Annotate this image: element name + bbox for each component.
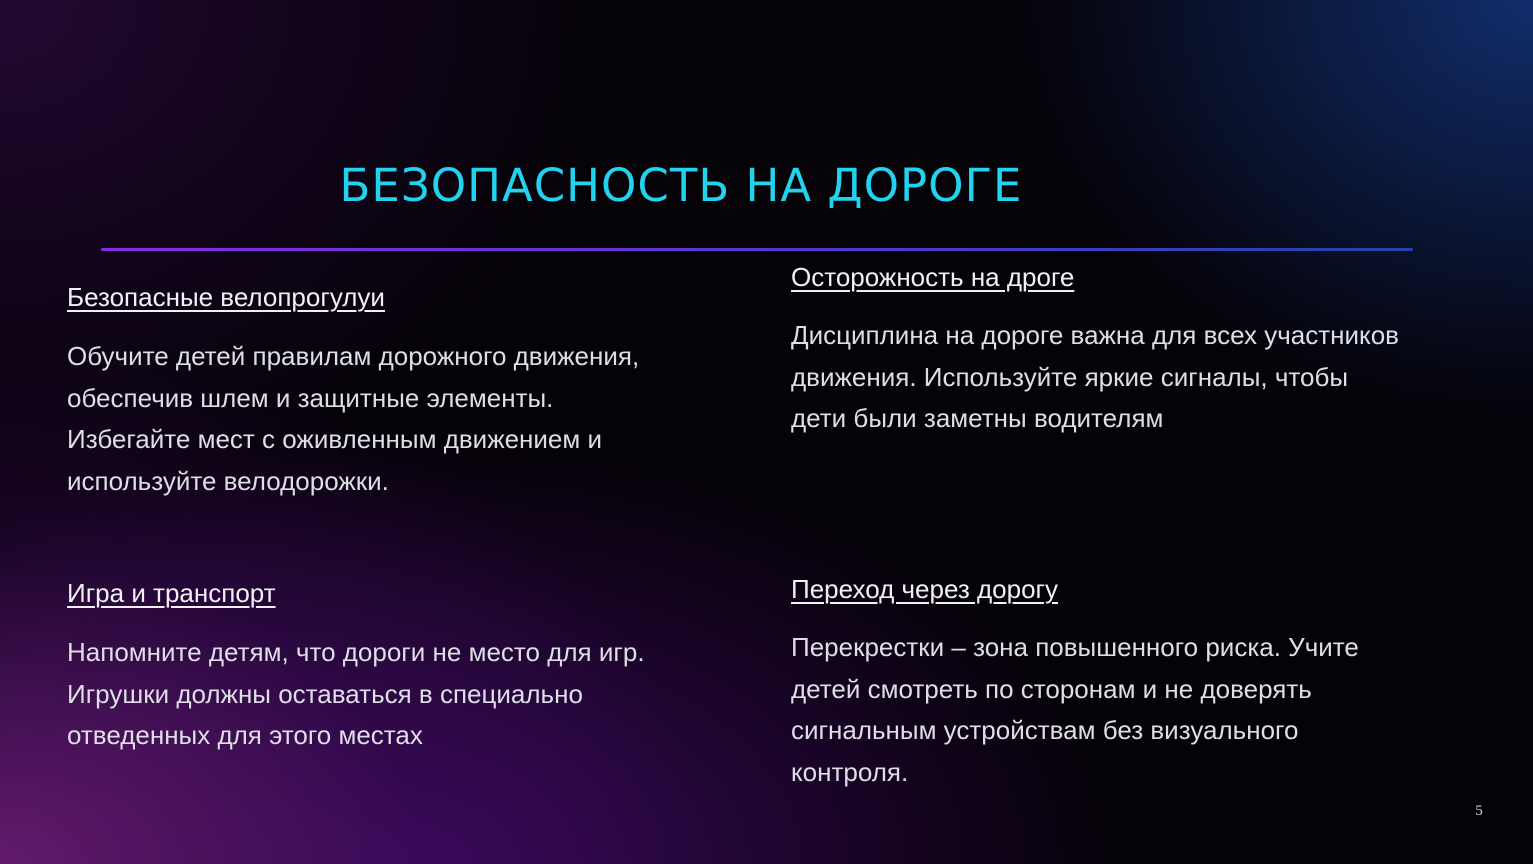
body-line: обеспечив шлем и защитные элементы. [67,382,554,413]
body-line: Перекрестки – зона повышенного риска. Учите [791,632,1359,662]
body-line: детей смотреть по сторонам и не доверять [791,673,1312,704]
body-line: Игрушки должны оставаться в специально [67,678,583,709]
section-heading: Переход через дорогу [791,574,1059,604]
slide-title: БЕЗОПАСНОСТЬ НА ДОРОГЕ [339,159,1023,212]
section-body [791,627,1491,793]
body-line: Дисциплина на дороге важна для всех участников [791,320,1399,350]
body-line: Обучите детей правилам дорожного движения, [67,341,640,371]
section-road-caution [791,259,1491,440]
section-heading: Игра и транспорт [67,578,276,608]
section-heading: Осторожность на дроге [791,262,1075,292]
section-play-and-transport [67,575,747,757]
body-line: контроля. [791,756,909,787]
body-line: Напомните детям, что дороги не место для игр. [67,637,645,667]
section-body [67,632,747,757]
section-crossing-road [791,571,1491,793]
body-line: движения. Используйте яркие сигналы, чтобы [791,361,1349,392]
section-heading: Безопасные велопрогулуи [67,282,385,312]
section-body [791,315,1491,440]
body-line: дети были заметны водителям [791,403,1164,433]
title-divider [101,248,1413,251]
section-body [67,336,747,502]
body-line: отведенных для этого местах [67,720,423,750]
page-number: 5 [1475,803,1483,819]
body-line: Избегайте мест с оживленным движением и [67,424,603,454]
section-safe-bike-rides [67,279,747,502]
body-line: сигнальным устройствам без визуального [791,715,1299,745]
body-line: используйте велодорожки. [67,465,389,496]
